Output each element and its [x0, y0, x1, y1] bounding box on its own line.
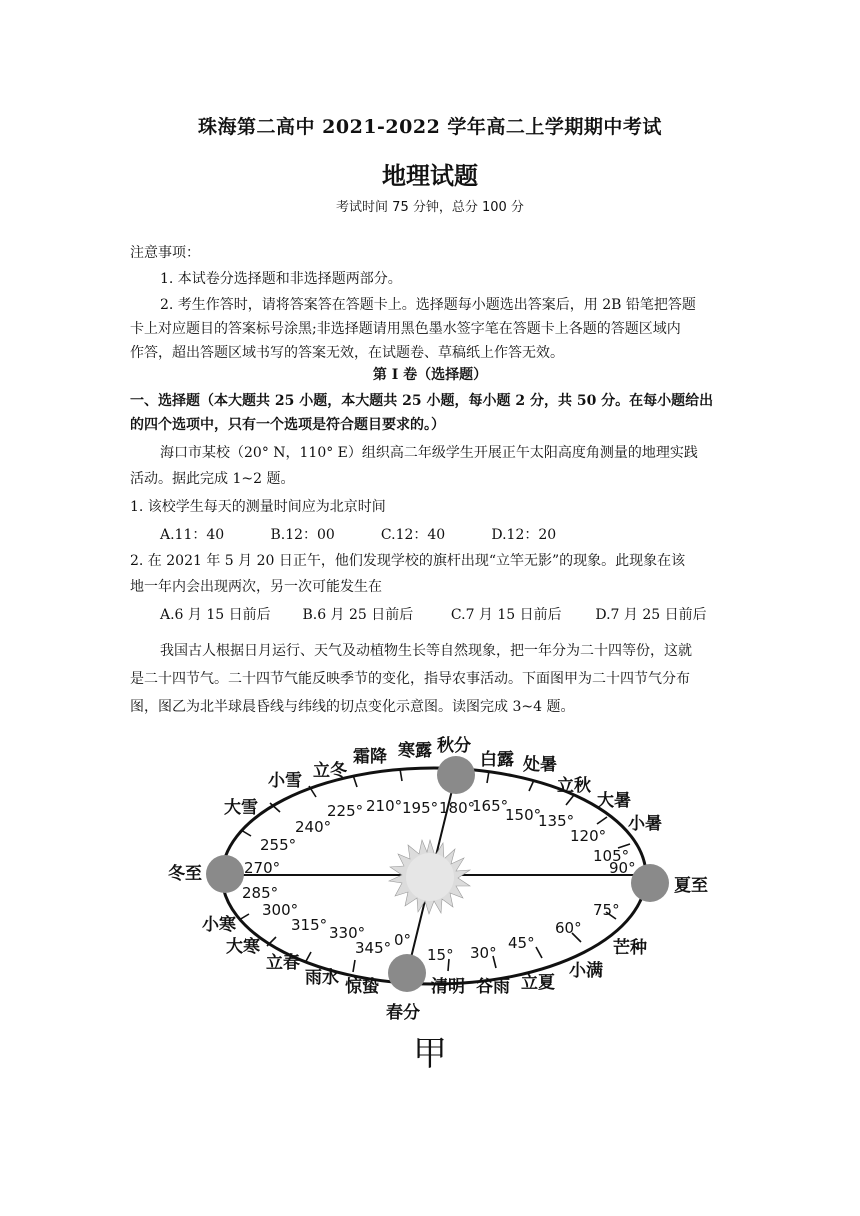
earth-chunfen-icon: [388, 954, 426, 992]
passage-2-cont: 是二十四节气。二十四节气能反映季节的变化，指导农事活动。下面图甲为二十四节气分布: [130, 671, 690, 687]
q1-option-a: A.11：40: [160, 527, 225, 543]
degree-270: 270°: [244, 859, 281, 877]
degree-105: 105°: [593, 847, 630, 865]
degree-15: 15°: [427, 946, 454, 964]
earth-xiazhi-icon: [631, 864, 669, 902]
tick-195: [400, 769, 402, 781]
term-bailu: 白露: [480, 750, 514, 770]
term-guyu: 谷雨: [476, 977, 510, 997]
term-yushui: 雨水: [305, 968, 339, 988]
degree-180: 180°: [439, 799, 476, 817]
tick-135: [566, 795, 574, 805]
term-qiufen: 秋分: [437, 736, 471, 756]
figure-caption: 甲: [413, 1034, 447, 1074]
degree-330: 330°: [329, 924, 366, 942]
term-dashu: 大暑: [597, 791, 631, 811]
question-2-options: [160, 604, 707, 624]
question-1-options: [160, 524, 556, 544]
degree-225: 225°: [327, 802, 364, 820]
section-instruction: 一、选择题（本大题共 25 小题，本大题共 25 小题，每小题 2 分，共 50 分。在每小题给出: [130, 393, 714, 409]
passage-2-end: 图，图乙为北半球晨昏线与纬线的切点变化示意图。读图完成 3~4 题。: [130, 699, 575, 715]
term-dahan: 大寒: [226, 937, 260, 957]
degree-90: 90°: [609, 859, 636, 877]
q2-option-b: B.6 月 25 日前后: [302, 607, 414, 623]
term-dongzhi: 冬至: [168, 864, 202, 884]
degree-45: 45°: [508, 934, 535, 952]
solar-terms-diagram: [150, 730, 730, 1075]
term-chushu: 处暑: [523, 755, 557, 775]
question-2-stem-cont: 地一年内会出现两次，另一次可能发生在: [130, 579, 382, 595]
term-lidong: 立冬: [313, 761, 347, 781]
degree-120: 120°: [570, 827, 607, 845]
exam-title: 珠海第二高中 2021-2022 学年高二上学期期中考试: [198, 116, 662, 138]
q2-option-a: A.6 月 15 日前后: [160, 607, 271, 623]
term-lixia: 立夏: [521, 973, 555, 993]
earth-qiufen-icon: [437, 756, 475, 794]
sun-icon: [389, 840, 470, 914]
degree-150: 150°: [505, 806, 542, 824]
q1-option-b: B.12：00: [270, 527, 335, 543]
term-daxue: 大雪: [224, 798, 258, 818]
term-mangzhong: 芒种: [613, 938, 647, 958]
passage-2: 我国古人根据日月运行、天气及动植物生长等自然现象，把一年分为二十四等份，这就: [160, 643, 692, 659]
tick-150: [529, 780, 534, 791]
degree-30: 30°: [470, 944, 497, 962]
term-xiaoman: 小满: [569, 961, 603, 981]
q1-option-c: C.12：40: [380, 527, 446, 543]
term-xiaohan: 小寒: [202, 915, 236, 935]
degree-165: 165°: [472, 797, 509, 815]
section-title: 第 I 卷（选择题）: [372, 367, 488, 383]
tick-120: [597, 817, 607, 824]
section-instruction-cont: 的四个选项中，只有一个选项是符合题目要求的。）: [130, 417, 445, 433]
term-xiazhi: 夏至: [674, 876, 708, 896]
notice-item-2-end: 作答，超出答题区域书写的答案无效，在试题卷、草稿纸上作答无效。: [130, 345, 564, 361]
question-1-stem: 1. 该校学生每天的测量时间应为北京时间: [130, 499, 386, 515]
degree-0: 0°: [394, 931, 412, 949]
q1-option-d: D.12：20: [491, 527, 557, 543]
tick-255: [241, 830, 251, 836]
degree-240: 240°: [295, 818, 332, 836]
notice-heading: 注意事项：: [130, 245, 200, 261]
exam-info: 考试时间 75 分钟，总分 100 分: [336, 200, 524, 215]
degree-75: 75°: [593, 901, 620, 919]
tick-330: [353, 960, 355, 972]
subject-title: 地理试题: [382, 161, 478, 190]
notice-item-2: 2. 考生作答时，请将答案答在答题卡上。选择题每小题选出答案后，用 2B 铅笔把答题: [160, 297, 696, 313]
term-hanlu: 寒露: [398, 741, 432, 761]
term-chunfen: 春分: [386, 1003, 420, 1023]
tick-45: [536, 947, 542, 958]
degree-300: 300°: [262, 901, 299, 919]
question-2-stem: 2. 在 2021 年 5 月 20 日正午，他们发现学校的旗杆出现“立竿无影”的现象。此现象在该: [130, 553, 686, 569]
degree-210: 210°: [366, 797, 403, 815]
term-shuangjiang: 霜降: [353, 747, 387, 767]
degree-285: 285°: [242, 884, 279, 902]
passage-1-cont: 活动。据此完成 1~2 题。: [130, 471, 295, 487]
q2-option-c: C.7 月 15 日前后: [450, 607, 562, 623]
term-qingming: 清明: [431, 977, 465, 997]
sun-core: [406, 853, 454, 901]
degree-195: 195°: [402, 799, 439, 817]
term-xiaoxue: 小雪: [268, 771, 302, 791]
notice-item-2-cont: 卡上对应题目的答案标号涂黑;非选择题请用黑色墨水签字笔在答题卡上各题的答题区域内: [130, 321, 681, 337]
q2-option-d: D.7 月 25 日前后: [595, 607, 707, 623]
term-xiaoshu: 小暑: [628, 814, 662, 834]
term-jingzhe: 惊蛰: [345, 977, 379, 997]
earth-dongzhi-icon: [206, 855, 244, 893]
degree-345: 345°: [355, 939, 392, 957]
tick-285: [239, 914, 249, 920]
term-lichun: 立春: [266, 953, 300, 973]
degree-315: 315°: [291, 916, 328, 934]
degree-135: 135°: [538, 812, 575, 830]
term-liqiu: 立秋: [557, 776, 591, 796]
passage-1: 海口市某校（20° N，110° E）组织高二年级学生开展正午太阳高度角测量的地理实践: [160, 445, 698, 461]
degree-255: 255°: [260, 836, 297, 854]
notice-item-1: 1. 本试卷分选择题和非选择题两部分。: [160, 271, 402, 287]
degree-60: 60°: [555, 919, 582, 937]
